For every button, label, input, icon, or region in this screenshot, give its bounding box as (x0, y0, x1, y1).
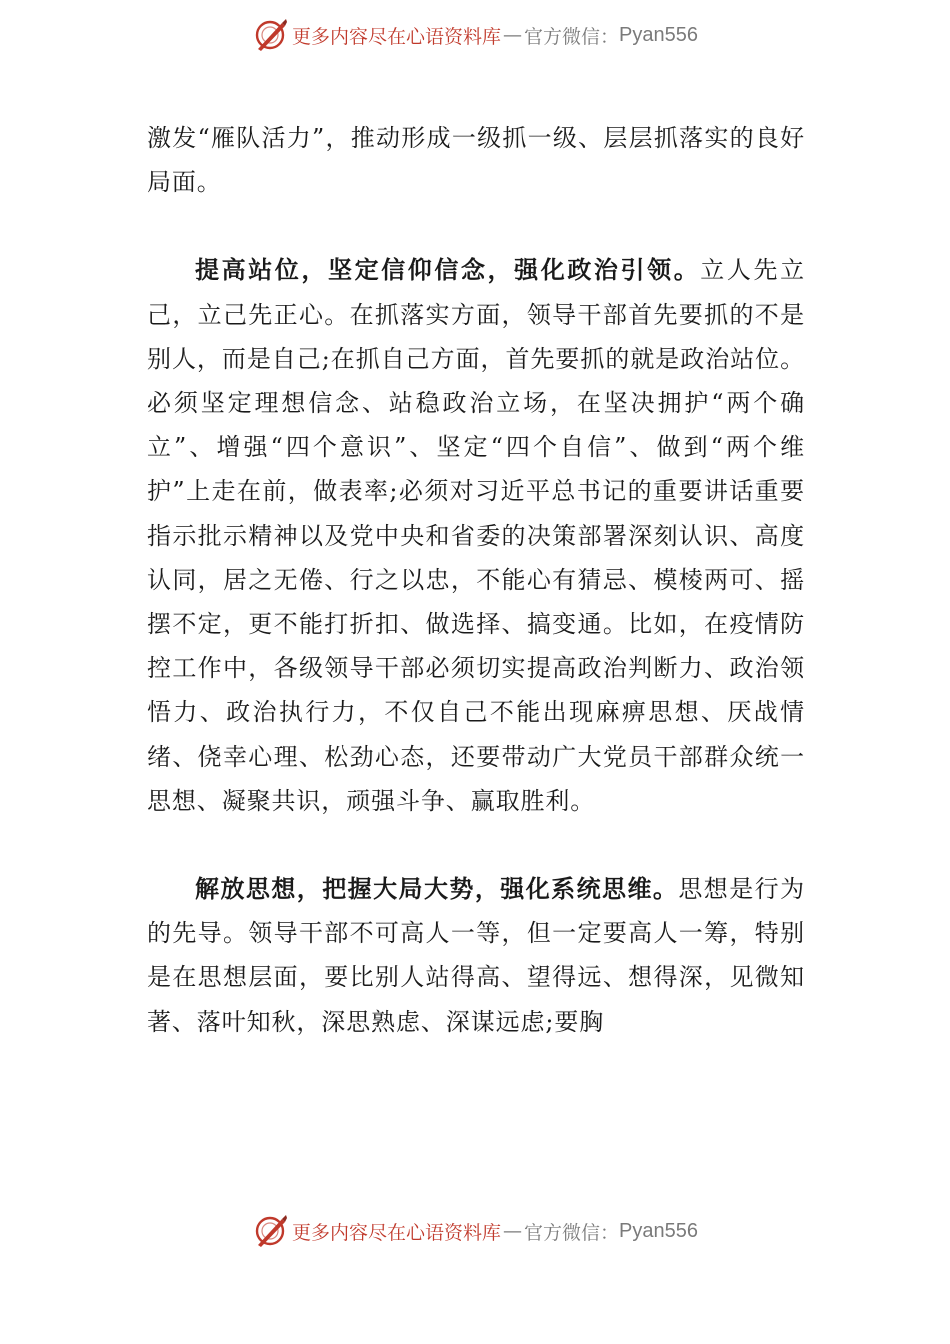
pen-logo-icon (252, 1213, 288, 1249)
footer-wechat-label: 官方微信： (524, 1221, 620, 1244)
footer-watermark (0, 1211, 950, 1251)
header-brand-text: 更多内容尽在心语资料库 (292, 25, 502, 48)
paragraph-2-heading: 提高站位，坚定信仰信念，强化政治引领。 (195, 255, 701, 285)
paragraph-3-text: 思想是行为的先导。领导干部不可高人一等，但一定要高人一筹，特别是在思想层面，要比别人站得高、望得远、想得深，见微知著、落叶知秋，深思熟虑、深谋远虑;要胸 (147, 875, 805, 1036)
footer-wechat-id: Pyan556 (619, 1219, 698, 1242)
header-wechat-id: Pyan556 (619, 23, 698, 46)
paragraph-3 (147, 867, 805, 1044)
document-body (147, 116, 805, 1044)
paragraph-2 (147, 248, 805, 823)
footer-separator: — (503, 1220, 523, 1242)
footer-brand-text: 更多内容尽在心语资料库 (292, 1221, 502, 1244)
paragraph-3-heading: 解放思想，把握大局大势，强化系统思维。 (195, 874, 679, 904)
paragraph-1 (147, 116, 805, 204)
header-watermark (0, 15, 950, 55)
paragraph-2-text: 立人先立己，立己先正心。在抓落实方面，领导干部首先要抓的不是别人，而是自己;在抓自己方面，首先要抓的就是政治站位。必须坚定理想信念、站稳政治立场，在坚决拥护“两个确立”、增强“四个意识”、坚定“四个自信”、做到“两个维护”上走在前，做表率;必须对习近平总书记的重要讲话重要指示批示精神以及党中央和省委的决策部署深刻认识、高度认同，居之无倦、行之以忠，不能心有猜忌、模棱两可、摇摆不定，更不能打折扣、做选择、搞变通。比如，在疫情防控工作中，各级领导干部必须切实提高政治判断力、政治领悟力、政治执行力，不仅自己不能出现麻痹思想、厌战情绪、侥幸心理、松劲心态，还要带动广大党员干部群众统一思想、凝聚共识，顽强斗争、赢取胜利。 (147, 256, 805, 815)
header-separator: — (503, 24, 523, 46)
paragraph-1-text: 激发“雁队活力”，推动形成一级抓一级、层层抓落实的良好局面。 (147, 124, 805, 197)
header-wechat-label: 官方微信： (524, 25, 620, 48)
pen-logo-icon (252, 17, 288, 53)
